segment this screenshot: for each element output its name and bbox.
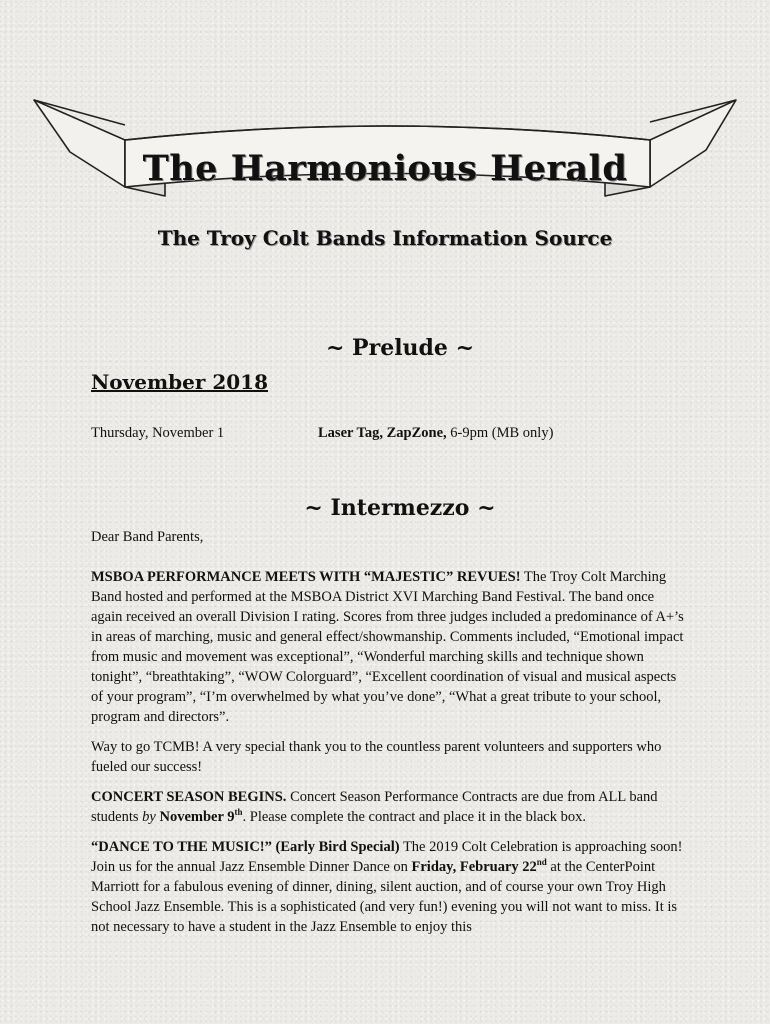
concert-date — [159, 809, 242, 825]
dance-date — [412, 859, 547, 875]
concert-by: by — [142, 809, 156, 825]
thanks-paragraph: Way to go TCMB! A very special thank you to the countless parent volunteers and supporters who fueled our success! — [91, 739, 662, 775]
dance-date-text: Friday, February 22 — [411, 859, 537, 875]
msboa-lead: MSBOA PERFORMANCE MEETS WITH “MAJESTIC” REVUES! — [91, 569, 521, 585]
intermezzo-heading: ~ Intermezzo ~ — [304, 495, 496, 521]
event-details: 6-9pm (MB only) — [446, 425, 554, 441]
event-description — [318, 425, 553, 442]
month-heading: November 2018 — [91, 370, 269, 394]
prelude-heading: ~ Prelude ~ — [325, 335, 475, 361]
dance-sub: (Early Bird Special) — [271, 839, 400, 855]
dance-paragraph — [91, 837, 689, 937]
msboa-text: The Troy Colt Marching Band hosted and performed at the MSBOA District XVI Marching Band Festival. The band once again received an overall Division I rating. Scores from three judges included a predominance of A+’s in areas of marching, music and general effect/showmanship. Comments included, “Emotional impact from music and movement was exceptional”, “Wonderful marching skills and technique shown tonight”, “breathtaking”, “WOW Colorguard”, “Excellent coordination of visual and musical aspects of your program”, “I’m overwhelmed by what you’ve done”, “What a great tribute to your school, program and directors”. — [91, 569, 684, 725]
greeting: Dear Band Parents, — [91, 529, 204, 545]
dance-text-1: The 2019 Colt Celebration is approaching soon! Join us for the annual Jazz Ensemble Dinner Dance on — [91, 839, 683, 875]
newsletter-title: The Harmonious Herald — [142, 148, 628, 189]
concert-paragraph — [91, 787, 689, 827]
dance-text-2: at the CenterPoint Marriott for a fabulous evening of dinner, dining, silent auction, and of course your own Troy High School Jazz Ensemble. This is a sophisticated (and very fun!) evening you will not want to miss. It is not necessary to have a student in the Jazz Ensemble to enjoy this — [91, 859, 678, 935]
newsletter-subtitle: The Troy Colt Bands Information Source — [157, 226, 613, 250]
concert-text-1: Concert Season Performance Contracts are due from ALL band students — [91, 789, 658, 825]
msboa-paragraph — [91, 567, 689, 727]
event-name: Laser Tag, ZapZone, — [318, 425, 447, 441]
dance-date-sup: nd — [536, 857, 547, 868]
dance-lead: “DANCE TO THE MUSIC!” — [91, 839, 272, 855]
concert-text-2: . Please complete the contract and place it in the black box. — [242, 809, 586, 825]
event-date: Thursday, November 1 — [91, 425, 225, 441]
concert-date-sup: th — [234, 807, 243, 818]
concert-lead: CONCERT SEASON BEGINS. — [91, 789, 287, 805]
letter-body — [91, 527, 689, 947]
concert-date-text: November 9 — [159, 809, 235, 825]
